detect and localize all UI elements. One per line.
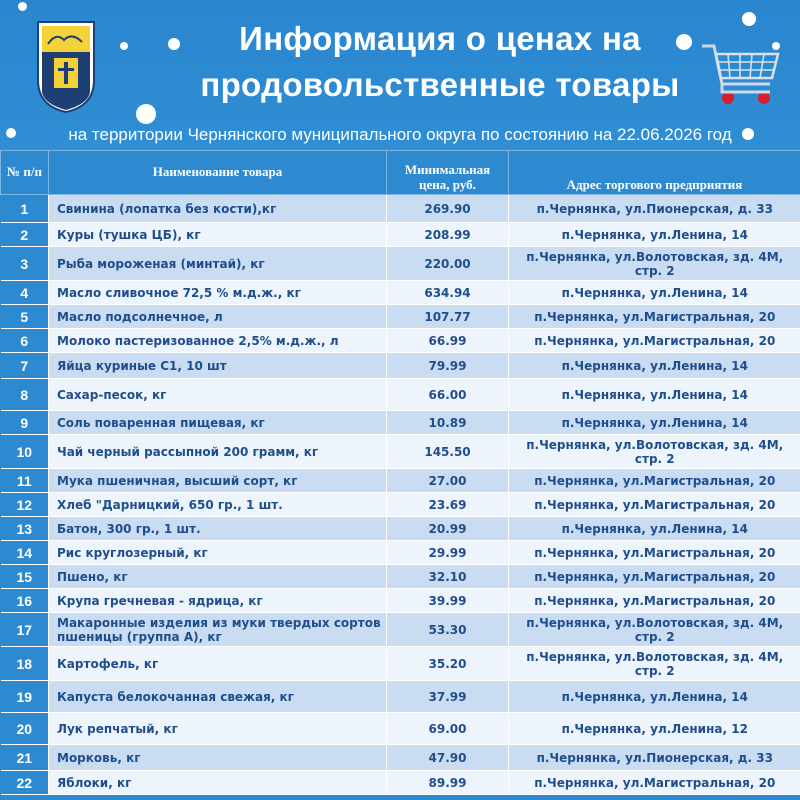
product-price: 66.99	[387, 329, 509, 353]
product-name: Крупа гречневая - ядрица, кг	[49, 589, 387, 613]
shopping-cart-icon	[700, 40, 782, 112]
table-row	[1, 517, 800, 541]
table-row	[1, 771, 800, 795]
store-address: п.Чернянка, ул.Волотовская, зд. 4М, стр. 2	[509, 647, 800, 681]
table-row	[1, 379, 800, 411]
page-title	[160, 16, 720, 108]
table-row	[1, 195, 800, 223]
row-number: 11	[1, 469, 49, 493]
store-address: п.Чернянка, ул.Волотовская, зд. 4М, стр. 2	[509, 247, 800, 281]
table-row	[1, 745, 800, 771]
row-number: 14	[1, 541, 49, 565]
product-price: 37.99	[387, 681, 509, 713]
row-number: 4	[1, 281, 49, 305]
store-address: п.Чернянка, ул.Волотовская, зд. 4М, стр. 2	[509, 613, 800, 647]
product-price: 32.10	[387, 565, 509, 589]
table-row	[1, 329, 800, 353]
product-price: 10.89	[387, 411, 509, 435]
title-line-2: продовольственные товары	[200, 66, 680, 103]
product-price: 145.50	[387, 435, 509, 469]
row-number: 13	[1, 517, 49, 541]
store-address: п.Чернянка, ул.Ленина, 14	[509, 681, 800, 713]
table-row	[1, 565, 800, 589]
row-number: 17	[1, 613, 49, 647]
product-price: 27.00	[387, 469, 509, 493]
product-name: Рыба мороженая (минтай), кг	[49, 247, 387, 281]
decor-dot	[742, 12, 756, 26]
row-number: 22	[1, 771, 49, 795]
store-address: п.Чернянка, ул.Ленина, 14	[509, 281, 800, 305]
store-address: п.Чернянка, ул.Магистральная, 20	[509, 771, 800, 795]
row-number: 6	[1, 329, 49, 353]
table-row	[1, 411, 800, 435]
header-address: Адрес торгового предприятия	[509, 151, 800, 195]
table-row	[1, 353, 800, 379]
product-name: Сахар-песок, кг	[49, 379, 387, 411]
product-name: Яблоки, кг	[49, 771, 387, 795]
table-row	[1, 589, 800, 613]
product-price: 35.20	[387, 647, 509, 681]
product-price: 107.77	[387, 305, 509, 329]
row-number: 20	[1, 713, 49, 745]
table-row	[1, 469, 800, 493]
row-number: 3	[1, 247, 49, 281]
store-address: п.Чернянка, ул.Ленина, 14	[509, 517, 800, 541]
decor-dot	[120, 42, 128, 50]
product-price: 47.90	[387, 745, 509, 771]
title-line-1: Информация о ценах на	[239, 20, 641, 57]
row-number: 2	[1, 223, 49, 247]
store-address: п.Чернянка, ул.Магистральная, 20	[509, 589, 800, 613]
product-name: Рис круглозерный, кг	[49, 541, 387, 565]
product-name: Куры (тушка ЦБ), кг	[49, 223, 387, 247]
row-number: 15	[1, 565, 49, 589]
table-row	[1, 435, 800, 469]
store-address: п.Чернянка, ул.Ленина, 14	[509, 379, 800, 411]
product-name: Чай черный рассыпной 200 грамм, кг	[49, 435, 387, 469]
store-address: п.Чернянка, ул.Ленина, 12	[509, 713, 800, 745]
product-price: 269.90	[387, 195, 509, 223]
store-address: п.Чернянка, ул.Волотовская, зд. 4М, стр. 2	[509, 435, 800, 469]
product-price: 220.00	[387, 247, 509, 281]
product-name: Масло сливочное 72,5 % м.д.ж., кг	[49, 281, 387, 305]
table-row	[1, 247, 800, 281]
product-price: 208.99	[387, 223, 509, 247]
price-table	[0, 150, 800, 795]
product-name: Соль поваренная пищевая, кг	[49, 411, 387, 435]
product-price: 23.69	[387, 493, 509, 517]
table-row	[1, 223, 800, 247]
product-price: 66.00	[387, 379, 509, 411]
product-name: Лук репчатый, кг	[49, 713, 387, 745]
store-address: п.Чернянка, ул.Пионерская, д. 33	[509, 195, 800, 223]
product-name: Батон, 300 гр., 1 шт.	[49, 517, 387, 541]
row-number: 7	[1, 353, 49, 379]
row-number: 9	[1, 411, 49, 435]
store-address: п.Чернянка, ул.Магистральная, 20	[509, 565, 800, 589]
product-price: 53.30	[387, 613, 509, 647]
table-row	[1, 493, 800, 517]
product-price: 20.99	[387, 517, 509, 541]
page-header	[0, 0, 800, 150]
store-address: п.Чернянка, ул.Магистральная, 20	[509, 305, 800, 329]
store-address: п.Чернянка, ул.Пионерская, д. 33	[509, 745, 800, 771]
table-row	[1, 305, 800, 329]
product-name: Свинина (лопатка без кости),кг	[49, 195, 387, 223]
product-price: 634.94	[387, 281, 509, 305]
row-number: 21	[1, 745, 49, 771]
product-price: 69.00	[387, 713, 509, 745]
row-number: 8	[1, 379, 49, 411]
page-subtitle: на территории Чернянского муниципального округа по состоянию на 22.06.2026 год	[68, 125, 732, 144]
product-name: Пшено, кг	[49, 565, 387, 589]
table-row	[1, 281, 800, 305]
table-row	[1, 681, 800, 713]
product-price: 29.99	[387, 541, 509, 565]
row-number: 1	[1, 195, 49, 223]
product-name: Картофель, кг	[49, 647, 387, 681]
store-address: п.Чернянка, ул.Ленина, 14	[509, 353, 800, 379]
store-address: п.Чернянка, ул.Ленина, 14	[509, 411, 800, 435]
row-number: 5	[1, 305, 49, 329]
product-name: Макаронные изделия из муки твердых сортов пшеницы (группа А), кг	[49, 613, 387, 647]
product-price: 79.99	[387, 353, 509, 379]
row-number: 12	[1, 493, 49, 517]
store-address: п.Чернянка, ул.Магистральная, 20	[509, 469, 800, 493]
decor-dot	[136, 104, 156, 124]
store-address: п.Чернянка, ул.Магистральная, 20	[509, 541, 800, 565]
store-address: п.Чернянка, ул.Магистральная, 20	[509, 493, 800, 517]
product-name: Капуста белокочанная свежая, кг	[49, 681, 387, 713]
product-name: Яйца куриные С1, 10 шт	[49, 353, 387, 379]
row-number: 19	[1, 681, 49, 713]
row-number: 18	[1, 647, 49, 681]
product-name: Масло подсолнечное, л	[49, 305, 387, 329]
header-price: Минимальная цена, руб.	[387, 151, 509, 195]
table-row	[1, 541, 800, 565]
decor-dot	[18, 2, 27, 11]
table-row	[1, 713, 800, 745]
product-price: 39.99	[387, 589, 509, 613]
table-row	[1, 647, 800, 681]
row-number: 16	[1, 589, 49, 613]
product-name: Мука пшеничная, высший сорт, кг	[49, 469, 387, 493]
header-num: № п/п	[1, 151, 49, 195]
store-address: п.Чернянка, ул.Магистральная, 20	[509, 329, 800, 353]
store-address: п.Чернянка, ул.Ленина, 14	[509, 223, 800, 247]
product-price: 89.99	[387, 771, 509, 795]
row-number: 10	[1, 435, 49, 469]
table-header-row	[1, 151, 800, 195]
product-name: Молоко пастеризованное 2,5% м.д.ж., л	[49, 329, 387, 353]
product-name: Хлеб "Дарницкий, 650 гр., 1 шт.	[49, 493, 387, 517]
table-row	[1, 613, 800, 647]
coat-of-arms-icon	[34, 18, 98, 114]
product-name: Морковь, кг	[49, 745, 387, 771]
header-name: Наименование товара	[49, 151, 387, 195]
